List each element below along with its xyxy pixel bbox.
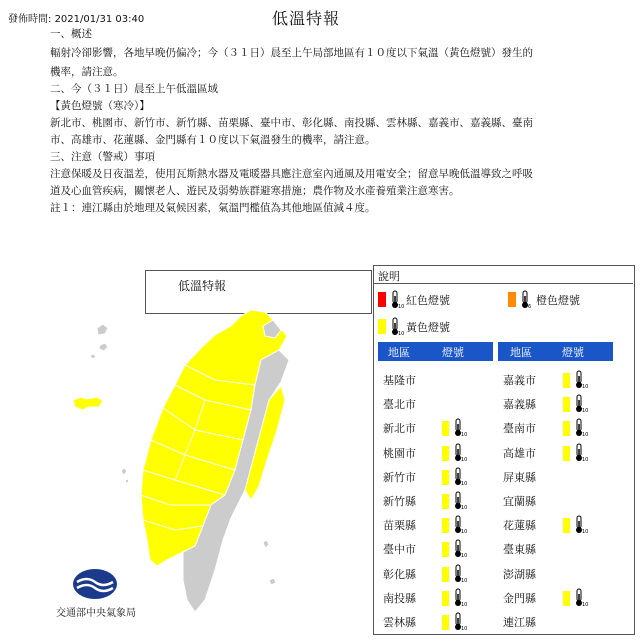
region-name: 苗栗縣	[383, 519, 416, 533]
svg-text:10: 10	[398, 331, 405, 337]
region-name: 臺南市	[503, 422, 536, 436]
region-name: 南投縣	[383, 591, 416, 605]
thermometer-icon	[573, 515, 589, 536]
col-region: 地區	[388, 346, 410, 359]
region-name: 嘉義縣	[503, 398, 536, 412]
body-line: 輻射冷卻影響，各地早晚仍偏冷；今（３１日）晨至上午局部地區有１０度以下氣溫（黃色燈號）發生的	[50, 47, 533, 59]
region-name: 基隆市	[383, 374, 416, 387]
thermometer-icon	[573, 394, 589, 415]
yellow-signal-bar	[442, 446, 449, 461]
legend-label: 紅色燈號	[406, 293, 450, 307]
island-shape	[263, 540, 269, 548]
svg-text:10: 10	[461, 456, 468, 463]
thermometer-icon	[452, 491, 468, 511]
legend-yellow	[378, 317, 450, 336]
region-name: 雲林縣	[383, 616, 416, 629]
island-shape	[90, 354, 96, 359]
island-shape	[97, 324, 108, 335]
thermometer-icon	[389, 317, 405, 337]
region-name: 新北市	[383, 422, 416, 436]
yellow-signal-bar	[563, 421, 570, 436]
col-signal: 燈號	[562, 346, 584, 359]
signal-heading: 【黃色燈號（寒冷）】	[50, 100, 150, 112]
penghu-shape	[125, 479, 129, 483]
region-name: 宜蘭縣	[503, 495, 536, 508]
region-name: 彰化縣	[383, 567, 416, 581]
thermometer-icon	[573, 418, 589, 439]
yellow-signal-bar	[442, 615, 449, 630]
island-shape	[99, 343, 108, 351]
yellow-swatch	[378, 319, 386, 334]
yellow-signal-bar	[563, 446, 570, 461]
region-name: 臺北市	[383, 398, 416, 412]
svg-text:10: 10	[582, 408, 589, 415]
svg-text:10: 10	[582, 384, 589, 390]
table-header-left	[378, 342, 493, 361]
yellow-signal-bar	[442, 494, 449, 509]
thermometer-icon	[452, 467, 468, 487]
issued-time: 2021/01/31 03:40	[54, 14, 145, 25]
yellow-signal-bar	[442, 591, 449, 606]
region-name: 新竹縣	[383, 495, 416, 508]
svg-text:10: 10	[582, 601, 589, 608]
thermometer-icon	[389, 290, 405, 310]
svg-text:10: 10	[461, 553, 468, 560]
table-header-right	[498, 342, 613, 361]
yellow-signal-bar	[442, 470, 449, 485]
body-line: 機率，請注意。	[50, 66, 124, 78]
legend-divider	[373, 283, 633, 284]
thermometer-icon	[573, 588, 589, 608]
svg-text:6: 6	[528, 304, 532, 310]
penghu-shape	[121, 468, 127, 475]
svg-text:10: 10	[582, 456, 589, 463]
kinmen-shape	[73, 397, 103, 410]
yellow-signal-bar	[442, 567, 449, 582]
yellow-signal-bar	[563, 373, 570, 388]
region-name: 花蓮縣	[503, 519, 536, 533]
region-name: 臺東縣	[503, 543, 536, 557]
body-line: 道及心血管疾病，關懷老人、遊民及弱勢族群避寒措施；農作物及水產養殖業注意寒害。	[50, 185, 460, 197]
yellow-signal-bar	[442, 542, 449, 557]
svg-text:10: 10	[461, 505, 468, 511]
section-3-heading: 三、注意（警戒）事項	[50, 151, 155, 163]
issued-label: 發佈時間:	[8, 14, 52, 25]
thermometer-icon	[452, 515, 468, 536]
region-name: 金門縣	[503, 591, 536, 605]
yellow-signal-bar	[563, 397, 570, 412]
region-name: 嘉義市	[503, 374, 536, 387]
island-shape	[269, 578, 276, 585]
note-line: 註１：連江縣由於地理及氣候因素，氣溫門檻值為其他地區值減４度。	[50, 202, 376, 214]
section-1-heading: 一、概述	[50, 28, 92, 40]
map-title: 低溫特報	[178, 279, 227, 293]
col-signal: 燈號	[442, 346, 464, 359]
agency-name: 交通部中央氣象局	[56, 608, 136, 619]
region-name: 新竹市	[383, 470, 416, 484]
yellow-signal-bar	[563, 591, 570, 606]
svg-text:10: 10	[461, 626, 468, 632]
region-name: 桃園市	[383, 446, 416, 460]
yellow-signal-bar	[442, 518, 449, 533]
red-swatch	[378, 292, 386, 307]
legend-label: 黃色燈號	[406, 320, 450, 334]
page-title: 低溫特報	[272, 9, 341, 28]
region-name: 澎湖縣	[503, 567, 536, 581]
region-name: 屏東縣	[503, 470, 536, 484]
body-line: 市、高雄市、花蓮縣、金門縣有１０度以下氣溫發生的機率，請注意。	[50, 134, 376, 146]
svg-text:10: 10	[461, 529, 468, 536]
issued-time-line	[8, 10, 144, 25]
svg-text:10: 10	[461, 577, 468, 584]
svg-text:10: 10	[582, 432, 589, 439]
thermometer-icon	[573, 370, 589, 390]
svg-text:10: 10	[461, 601, 468, 608]
thermometer-icon	[452, 539, 468, 560]
yellow-signal-bar	[442, 421, 449, 436]
body-line: 注意保暖及日夜溫差，使用瓦斯熱水器及電暖器具應注意室內通風及用電安全；留意早晚低溫導致之呼吸	[50, 168, 533, 180]
thermometer-icon	[573, 443, 589, 463]
section-2-heading: 二、今（３１日）晨至上午低溫區域	[50, 83, 218, 95]
thermometer-icon	[452, 588, 468, 608]
svg-text:10: 10	[461, 432, 468, 439]
thermometer-icon	[519, 290, 532, 309]
thermometer-icon	[452, 564, 468, 584]
thermometer-icon	[452, 418, 468, 439]
col-region: 地區	[510, 346, 532, 359]
orange-swatch	[508, 292, 516, 307]
region-name: 臺中市	[383, 543, 416, 557]
legend-label: 橙色燈號	[536, 293, 580, 307]
svg-text:10: 10	[398, 304, 405, 310]
thermometer-icon	[452, 612, 468, 632]
yellow-signal-bar	[563, 518, 570, 533]
legend-red	[378, 290, 450, 309]
thermometer-icon	[452, 443, 468, 463]
cwb-logo	[72, 568, 118, 600]
body-line: 新北市、桃園市、新竹市、新竹縣、苗栗縣、臺中市、彰化縣、南投縣、雲林縣、嘉義市、嘉義縣、臺南	[50, 117, 533, 129]
region-name: 高雄市	[503, 446, 536, 460]
legend-title: 說明	[378, 270, 400, 283]
region-name: 連江縣	[503, 616, 536, 629]
svg-text:10: 10	[582, 529, 589, 536]
legend-orange	[508, 290, 580, 309]
svg-text:10: 10	[461, 480, 468, 487]
